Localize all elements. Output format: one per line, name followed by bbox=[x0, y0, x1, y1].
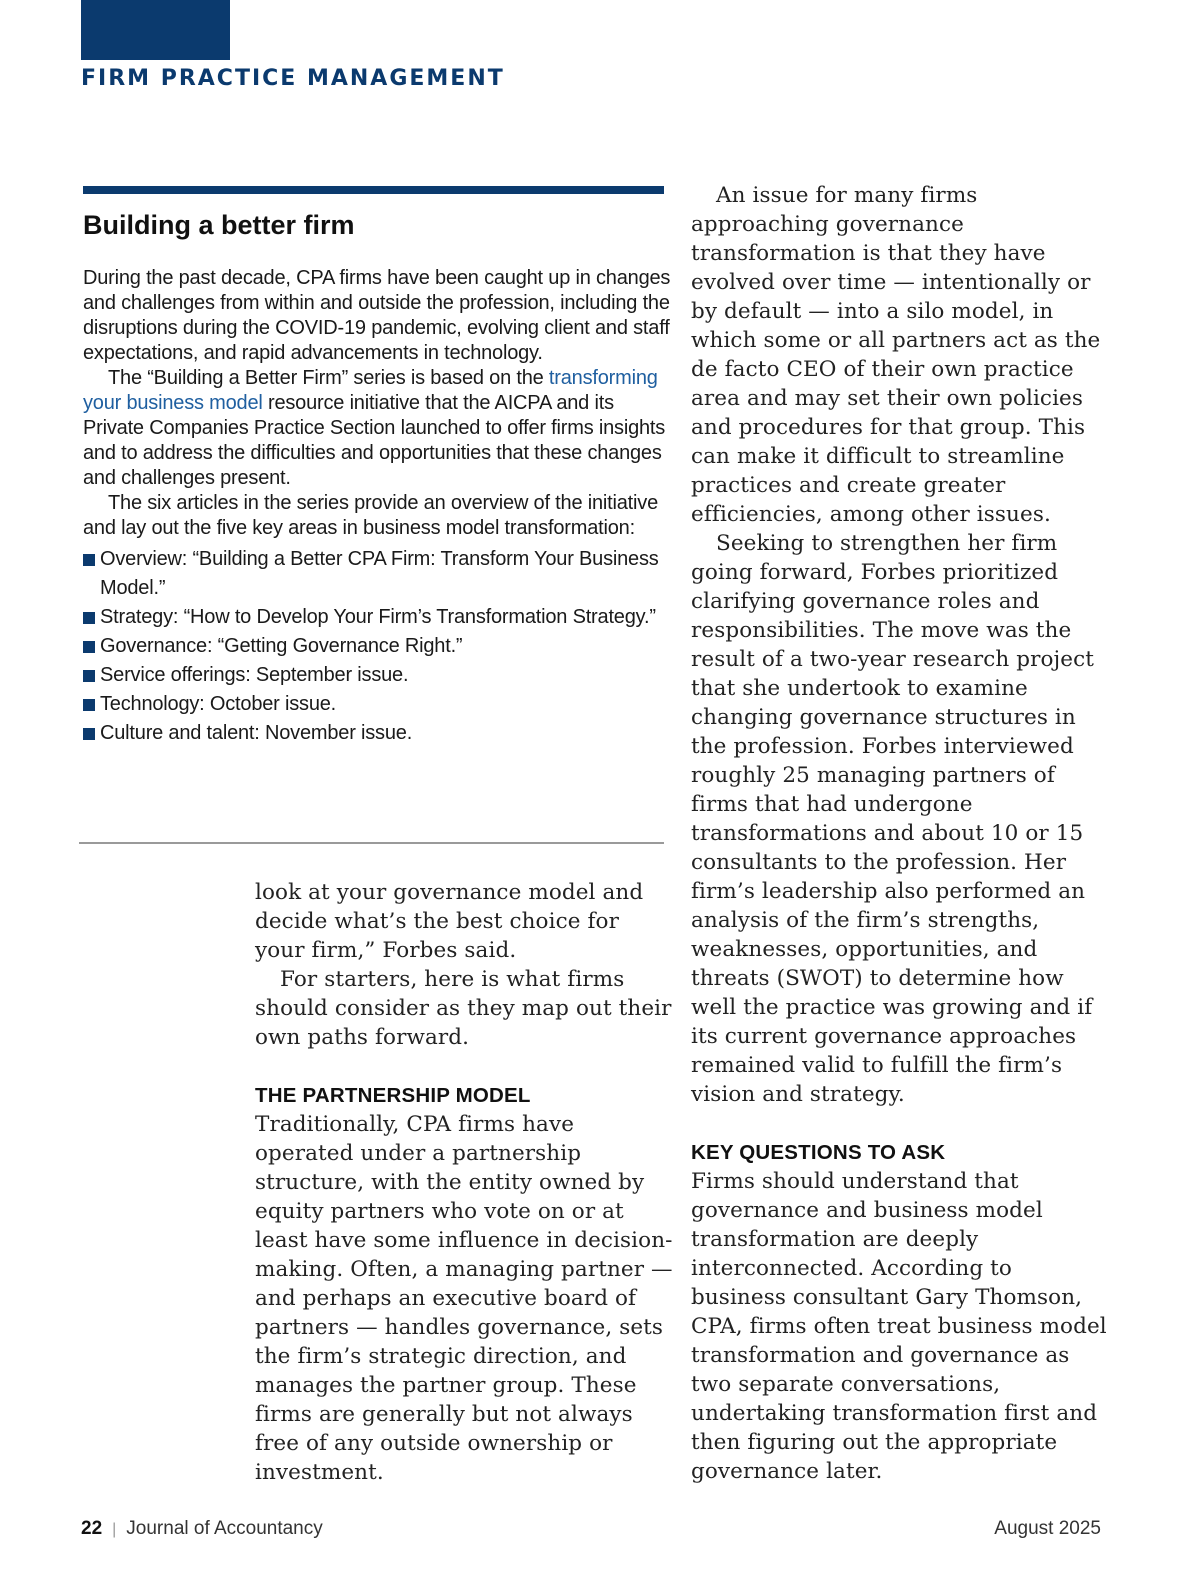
series-list bbox=[83, 545, 673, 748]
list-item-text: Strategy: “How to Develop Your Firm’s Transformation Strategy.” bbox=[100, 606, 656, 628]
list-item-text: Culture and talent: November issue. bbox=[100, 722, 413, 744]
list-item-text: Governance: “Getting Governance Right.” bbox=[100, 635, 463, 657]
subheading: KEY QUESTIONS TO ASK bbox=[691, 1141, 946, 1164]
business-model-link[interactable]: transforming your business model bbox=[83, 367, 658, 414]
list-item bbox=[83, 632, 673, 661]
list-item bbox=[83, 690, 673, 719]
square-bullet-icon bbox=[83, 554, 95, 566]
square-bullet-icon bbox=[83, 641, 95, 653]
issue-date: August 2025 bbox=[994, 1518, 1101, 1539]
list-item bbox=[83, 603, 673, 632]
header-color-block bbox=[81, 0, 230, 60]
publication-name: Journal of Accountancy bbox=[126, 1518, 323, 1539]
sidebar-paragraph: During the past decade, CPA firms have been caught up in changes and challenges from within and outside the profession, including the disruptions during the COVID-19 pandemic, evolving client and staff expectations, and rapid advancements in technology. bbox=[83, 267, 671, 364]
sidebar-top-rule bbox=[83, 186, 664, 194]
page-number: 22 bbox=[81, 1518, 103, 1539]
square-bullet-icon bbox=[83, 699, 95, 711]
sidebar-body bbox=[83, 266, 673, 748]
body-paragraph: Firms should understand that governance and business model transformation are deeply interconnected. According to business consultant Gary Thomson, CPA, firms often treat business model transformation and governance as two separate conversations, undertaking transformation first and then figuring out the appropriate governance later. bbox=[691, 1169, 1107, 1484]
spacer bbox=[255, 1052, 675, 1081]
section-label: FIRM PRACTICE MANAGEMENT bbox=[81, 66, 505, 91]
footer-separator: | bbox=[112, 1521, 117, 1538]
subheading: THE PARTNERSHIP MODEL bbox=[255, 1084, 531, 1107]
list-item-text: Overview: “Building a Better CPA Firm: Transform Your Business Model.” bbox=[100, 548, 659, 599]
body-paragraph: Traditionally, CPA firms have operated under a partnership structure, with the entity owned by equity partners who vote on or at least have some influence in decision-making. Often, a managing partner — and perhaps an executive board of partners — handles governance, sets the firm’s strategic direction, and manages the partner group. These firms are generally but not always free of any outside ownership or investment. bbox=[255, 1112, 673, 1485]
sidebar-title: Building a better firm bbox=[83, 210, 355, 240]
body-paragraph: An issue for many firms approaching governance transformation is that they have evolved over time — intentionally or by default — into a silo model, in which some or all partners act as the de facto CEO of their own practice area and may set their own policies and procedures for that group. This can make it difficult to streamline practices and create greater efficiencies, among other issues. bbox=[691, 183, 1101, 527]
body-paragraph: For starters, here is what firms should consider as they map out their own paths forward. bbox=[255, 967, 672, 1050]
middle-column bbox=[255, 878, 675, 1487]
list-item bbox=[83, 719, 673, 748]
sidebar-paragraph bbox=[83, 366, 673, 491]
spacer bbox=[691, 1109, 1111, 1138]
square-bullet-icon bbox=[83, 670, 95, 682]
list-item-text: Technology: October issue. bbox=[100, 693, 337, 715]
body-paragraph: look at your governance model and decide what’s the best choice for your firm,” Forbes said. bbox=[255, 880, 644, 963]
footer-left bbox=[81, 1518, 323, 1540]
sidebar-paragraph: The six articles in the series provide an overview of the initiative and lay out the five key areas in business model transformation: bbox=[83, 492, 658, 539]
square-bullet-icon bbox=[83, 728, 95, 740]
list-item bbox=[83, 545, 673, 603]
sidebar-text: The “Building a Better Firm” series is based on the bbox=[108, 367, 549, 389]
right-column bbox=[691, 181, 1111, 1486]
body-paragraph: Seeking to strengthen her firm going forward, Forbes prioritized clarifying governance roles and responsibilities. The move was the result of a two-year research project that she undertook to examine changing governance structures in the profession. Forbes interviewed roughly 25 managing partners of firms that had undergone transformations and about 10 or 15 consultants to the profession. Her firm’s leadership also performed an analysis of the firm’s strengths, weaknesses, opportunities, and threats (SWOT) to determine how well the practice was growing and if its current governance approaches remained valid to fulfill the firm’s vision and strategy. bbox=[691, 531, 1095, 1107]
square-bullet-icon bbox=[83, 612, 95, 624]
sidebar-text: resource initiative that the AICPA and its Private Companies Practice Section launched to offer firms insights and to address the difficulties and opportunities that these changes and challenges present. bbox=[83, 392, 666, 489]
list-item bbox=[83, 661, 673, 690]
sidebar-bottom-rule bbox=[79, 842, 664, 844]
list-item-text: Service offerings: September issue. bbox=[100, 664, 409, 686]
